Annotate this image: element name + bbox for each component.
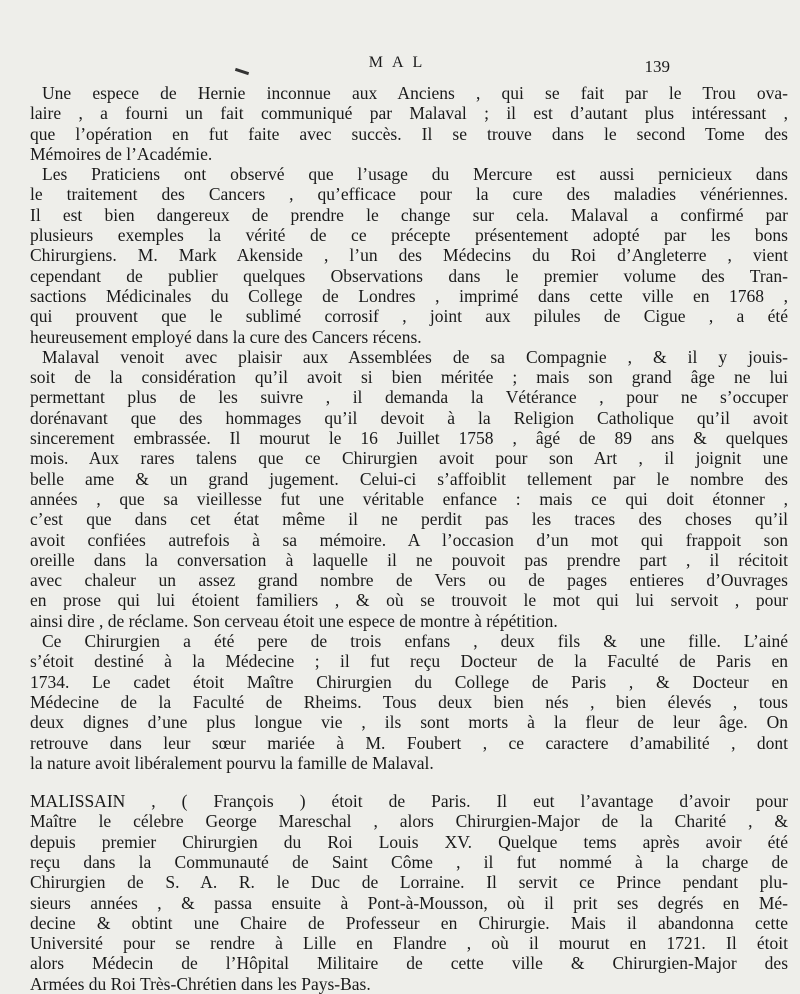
entry-malissain bbox=[30, 791, 788, 994]
text-line: qui prouvent que le sublimé corrosif , joint aux pilules de Cigue , a été bbox=[30, 306, 788, 327]
text-line: Il est bien dangereux de prendre le change sur cela. Malaval a confirmé par bbox=[30, 204, 788, 225]
text-line: s’étoit destiné à la Médecine ; il fut reçu Docteur de la Faculté de Paris en bbox=[30, 651, 788, 672]
page-header bbox=[0, 54, 800, 78]
text-line: sincerement embrassée. Il mourut le 16 Juillet 1758 , âgé de 89 ans & quelques bbox=[30, 428, 788, 449]
text-line: reçu dans la Communauté de Saint Côme , il fut nommé à la charge de bbox=[30, 851, 788, 872]
text-line: Mémoires de l’Académie. bbox=[30, 143, 213, 164]
running-head: MAL bbox=[368, 54, 432, 71]
text-line: en prose qui lui étoient familiers , & où se trouvoit le mot qui lui servoit , pour bbox=[30, 590, 788, 611]
text-line: belle ame & un grand jugement. Celui-ci s’affoiblit tellement par le nombre des bbox=[30, 468, 788, 489]
text-line: MALISSAIN , ( François ) étoit de Paris. Il eut l’avantage d’avoir pour bbox=[30, 791, 788, 812]
text-line: plusieurs exemples la vérité de ce précepte présentement adopté par les bons bbox=[30, 225, 788, 246]
text-line: retrouve dans leur sœur mariée à M. Foubert , ce caractere d’amabilité , dont bbox=[30, 732, 788, 753]
text-line: Chirurgiens. M. Mark Akenside , l’un des Médecins du Roi d’Angleterre , vient bbox=[30, 245, 788, 266]
entry-separator bbox=[30, 773, 788, 791]
text-line: heureusement employé dans la cure des Cancers récens. bbox=[30, 326, 422, 347]
text-line: laire , a fourni un fait communiqué par Malaval ; il est d’autant plus intéressant , bbox=[30, 103, 788, 124]
text-line: Ce Chirurgien a été pere de trois enfans , deux fils & une fille. L’ainé bbox=[42, 631, 788, 652]
text-line: 1734. Le cadet étoit Maître Chirurgien du College de Paris , & Docteur en bbox=[30, 671, 788, 692]
text-line: Maître le célebre George Mareschal , alors Chirurgien-Major de la Charité , & bbox=[30, 811, 788, 832]
text-line: oreille dans la conversation à laquelle il ne pouvoit pas prendre part , il récitoit bbox=[30, 549, 788, 570]
text-line: alors Médecin de l’Hôpital Militaire de cette ville & Chirurgien-Major des bbox=[30, 953, 788, 974]
text-line: le traitement des Cancers , qu’efficace pour la cure des maladies vénériennes. bbox=[30, 184, 788, 205]
paragraph-malaval-life bbox=[30, 347, 788, 631]
text-line: depuis premier Chirurgien du Roi Louis XV. Quelque tems après avoir été bbox=[30, 831, 788, 852]
text-line: permettant plus de les suivre , il demanda la Vétérance , pour ne s’occuper bbox=[30, 387, 788, 408]
text-line: sieurs années , & passa ensuite à Pont-à-Mousson, où il prit ses degrés en Mé- bbox=[30, 892, 788, 913]
text-line: Les Praticiens ont observé que l’usage du Mercure est aussi pernicieux dans bbox=[42, 164, 788, 185]
text-line: avec chaleur un assez grand nombre de Vers ou de pages entieres d’Ouvrages bbox=[30, 570, 788, 591]
text-line: mois. Aux rares talens que ce Chirurgien avoit pour son Art , il joignit une bbox=[30, 448, 788, 469]
text-line: decine & obtint une Chaire de Professeur en Chirurgie. Mais il abandonna cette bbox=[30, 912, 788, 933]
text-line: Malaval venoit avec plaisir aux Assemblées de sa Compagnie , & il y jouis- bbox=[42, 346, 788, 367]
paragraph-mercury bbox=[30, 164, 788, 347]
text-line: c’est que dans cet état même il ne perdit pas les traces des choses qu’il bbox=[30, 509, 788, 530]
text-line: Médecine de la Faculté de Rheims. Tous deux bien nés , bien élevés , tous bbox=[30, 691, 788, 712]
text-line: dorénavant que des hommages qu’il devoit à la Religion Catholique qu’il avoit bbox=[30, 407, 788, 428]
text-line: la nature avoit libéralement pourvu la famille de Malaval. bbox=[30, 752, 434, 773]
body-text bbox=[30, 83, 788, 994]
text-line: Chirurgien de S. A. R. le Duc de Lorraine. Il servit ce Prince pendant plu- bbox=[30, 872, 788, 893]
text-line: cependant de publier quelques Observations dans le premier volume des Tran- bbox=[30, 265, 788, 286]
paragraph-children bbox=[30, 631, 788, 773]
text-line: Une espece de Hernie inconnue aux Anciens , qui se fait par le Trou ova- bbox=[42, 83, 788, 103]
text-line: que l’opération en fut faite avec succès. Il se trouve dans le second Tome des bbox=[30, 123, 788, 144]
text-line: sactions Médicinales du College de Londres , imprimé dans cette ville en 1768 , bbox=[30, 285, 788, 306]
text-line: deux dignes d’une plus longue vie , ils sont morts à la fleur de leur âge. On bbox=[30, 712, 788, 733]
text-line: Université pour se rendre à Lille en Flandre , où il mourut en 1721. Il étoit bbox=[30, 933, 788, 954]
text-line: années , que sa vieillesse fut une véritable enfance : mais ce qui doit étonner , bbox=[30, 488, 788, 509]
text-line: avoit confiées autrefois à sa mémoire. A l’occasion d’un mot qui frappoit son bbox=[30, 529, 788, 550]
page-number: 139 bbox=[644, 57, 670, 76]
paragraph-hernia bbox=[30, 83, 788, 164]
text-line: ainsi dire , de réclame. Son cerveau étoit une espece de montre à répétition. bbox=[30, 610, 558, 631]
text-line: soit de la considération qu’il avoit si bien méritée ; mais son grand âge ne lui bbox=[30, 367, 788, 388]
text-line: Armées du Roi Très-Chrétien dans les Pays-Bas. bbox=[30, 973, 371, 994]
